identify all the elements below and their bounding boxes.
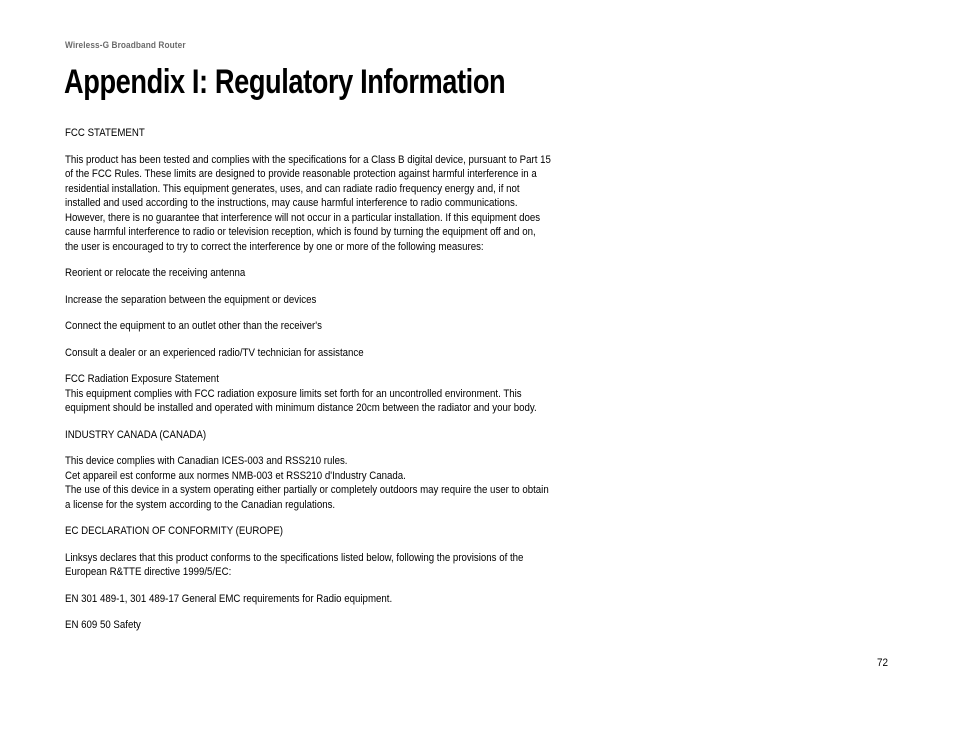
canada-paragraph: This device complies with Canadian ICES-003 and RSS210 rules. Cet appareil est conforme aux normes NMB-003 et RSS210 d'Industry Canada. The use of this device in a system operating either partially or completely outdoors may require the user to obtain a license for the system according to the Canadian regulations. (65, 455, 549, 511)
section-heading-europe: EC DECLARATION OF CONFORMITY (EUROPE) (65, 525, 284, 537)
document-body (65, 126, 580, 645)
measure-item: Consult a dealer or an experienced radio/TV technician for assistance (65, 346, 364, 359)
running-header: Wireless-G Broadband Router (65, 40, 186, 50)
measure-item: Increase the separation between the equipment or devices (65, 293, 317, 306)
standard-item: EN 301 489-1, 301 489-17 General EMC requirements for Radio equipment. (65, 592, 393, 605)
section-heading-canada: INDUSTRY CANADA (CANADA) (65, 428, 207, 441)
page-number: 72 (877, 657, 889, 669)
radiation-exposure-paragraph: FCC Radiation Exposure Statement This equipment complies with FCC radiation exposure limits set forth for an uncontrolled environment. This equipment should be installed and operated with minimum distance 20cm between the radiator and your body. (65, 373, 537, 414)
europe-paragraph: Linksys declares that this product conforms to the specifications listed below, following the provisions of the European R&TTE directive 1999/5/EC: (65, 551, 524, 578)
measure-item: Connect the equipment to an outlet other than the receiver's (65, 320, 322, 332)
standard-item: EN 609 50 Safety (65, 619, 141, 631)
page-title: Appendix I: Regulatory Information (64, 63, 506, 101)
fcc-statement-paragraph: This product has been tested and complies with the specifications for a Class B digital device, pursuant to Part 15 of the FCC Rules. These limits are designed to provide reasonable protection against harmful interference in a residential installation. This equipment generates, uses, and can radiate radio frequency energy and, if not installed and used according to the instructions, may cause harmful interference to radio communications. However, there is no guarantee that interference will not occur in a particular installation. If this equipment does cause harmful interference to radio or television reception, which is found by turning the equipment off and on, the user is encouraged to try to correct the interference by one or more of the following measures: (65, 153, 551, 253)
section-heading-fcc: FCC STATEMENT (65, 127, 145, 139)
measure-item: Reorient or relocate the receiving antenna (65, 267, 246, 279)
